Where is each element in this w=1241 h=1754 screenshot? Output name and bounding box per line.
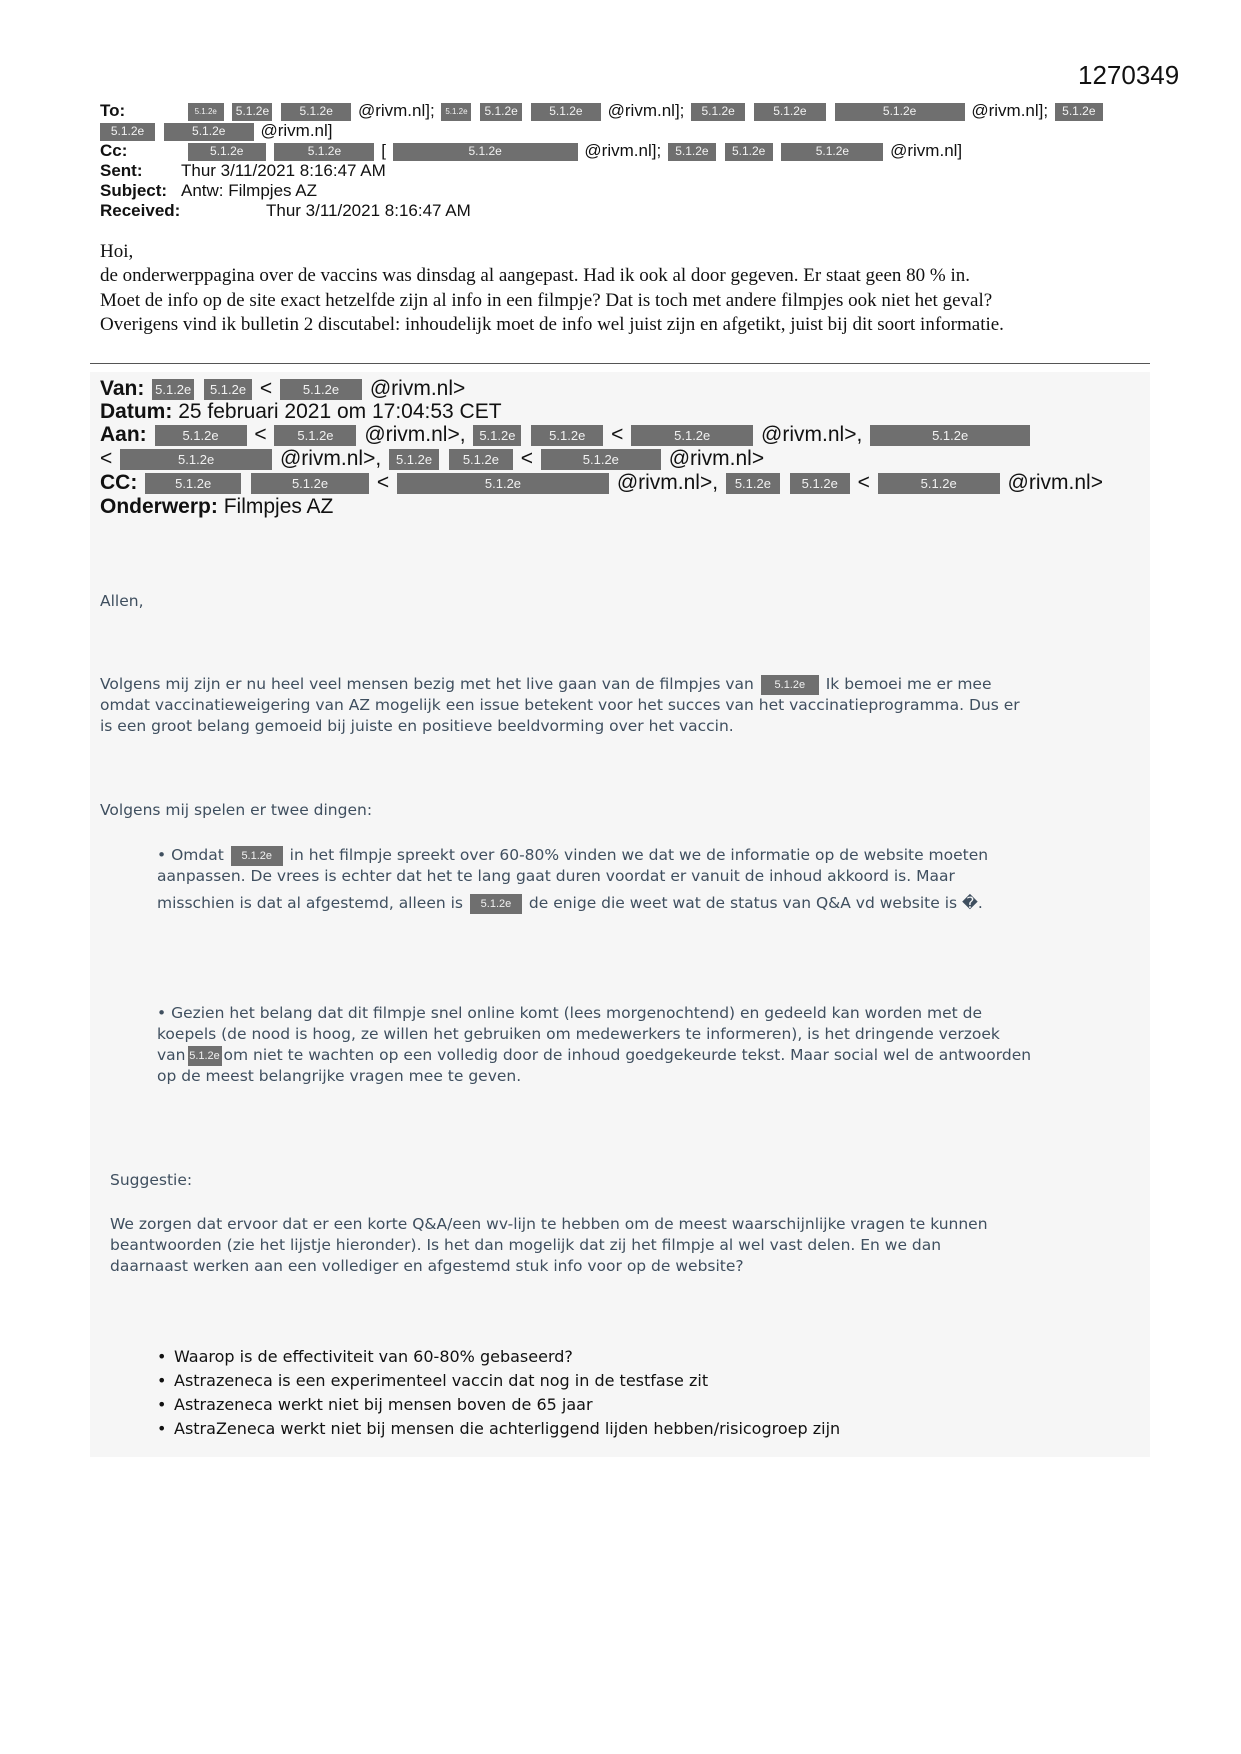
redaction-box: 5.1.2e: [274, 143, 374, 161]
bracket: [: [381, 141, 386, 160]
bullet-line: [157, 845, 988, 866]
redaction-box: 5.1.2e: [668, 143, 716, 161]
redaction-box: 5.1.2e: [281, 103, 351, 121]
paragraph-text: Ik bemoei me er mee: [820, 675, 992, 693]
aan-label: Aan:: [100, 423, 147, 446]
bullet-line: op de meest belangrijke vragen mee te geven.: [157, 1067, 522, 1085]
sent-line: [100, 161, 386, 181]
email-domain: @rivm.nl>,: [364, 423, 466, 446]
datum-value: 25 februari 2021 om 17:04:53 CET: [178, 400, 502, 423]
question-item: • Waarop is de effectiviteit van 60-80% gebaseerd?: [157, 1345, 573, 1369]
redaction-box: 5.1.2e: [531, 103, 601, 121]
bullet-text: in het filmpje spreekt over 60-80% vinden we dat we de informatie op de website moeten: [289, 846, 989, 864]
redaction-box: 5.1.2e: [397, 473, 609, 494]
onderwerp-label: Onderwerp:: [100, 495, 218, 518]
redaction-box: 5.1.2e: [188, 143, 266, 161]
redaction-box: 5.1.2e: [835, 103, 965, 121]
email-domain: @rivm.nl];: [971, 101, 1049, 120]
email-domain: @rivm.nl>: [1007, 471, 1103, 494]
redaction-box: 5.1.2e: [541, 449, 661, 470]
redaction-box: 5.1.2e: [781, 143, 883, 161]
onderwerp-value: Filmpjes AZ: [223, 495, 334, 518]
forwarded-message: [90, 372, 1150, 1457]
subject-line: [100, 181, 317, 201]
email-domain: @rivm.nl]: [260, 121, 333, 140]
email-domain: @rivm.nl];: [607, 101, 685, 120]
aan-line: [100, 423, 1032, 446]
suggestion-line: daarnaast werken aan een vollediger en afgestemd stuk info voor op de website?: [110, 1257, 744, 1275]
email-domain: @rivm.nl>: [369, 377, 466, 400]
redaction-box: 5.1.2e: [531, 425, 603, 446]
reply-line: Hoi,: [100, 241, 134, 262]
redaction-box: 5.1.2e: [100, 123, 155, 141]
redaction-box: 5.1.2e: [1055, 103, 1103, 121]
redaction-box: 5.1.2e: [232, 103, 272, 121]
suggestion-label: Suggestie:: [110, 1171, 193, 1189]
question-item: • AstraZeneca werkt niet bij mensen die achterliggend lijden hebben/risicogroep zijn: [157, 1417, 840, 1441]
received-line: [100, 201, 471, 221]
bullet-line: aanpassen. De vrees is echter dat het te lang gaat duren voordat er vanuit de inhoud akkoord is. Maar: [157, 867, 955, 885]
divider: [90, 363, 1150, 364]
lt: <: [376, 471, 390, 494]
redaction-box: 5.1.2e: [441, 103, 471, 121]
redaction-box: 5.1.2e: [631, 425, 753, 446]
received-value: Thur 3/11/2021 8:16:47 AM: [266, 201, 471, 220]
cc-forward-line: [100, 471, 1103, 494]
email-domain: @rivm.nl];: [584, 141, 662, 160]
subject-value: Antw: Filmpjes AZ: [181, 181, 318, 200]
redaction-box: 5.1.2e: [726, 473, 780, 494]
question-item: • Astrazeneca is een experimenteel vaccin dat nog in de testfase zit: [157, 1369, 708, 1393]
bullet-text: • Omdat: [157, 846, 224, 864]
to-label: To:: [100, 101, 126, 120]
email-domain: @rivm.nl>: [668, 447, 765, 470]
reply-line: Moet de info op de site exact hetzelfde zijn al info in een filmpje? Dat is toch met andere filmpjes ook niet het geval?: [100, 290, 993, 311]
bullet-text: van: [157, 1046, 186, 1064]
redaction-box: 5.1.2e: [389, 449, 439, 470]
lt: <: [259, 377, 273, 400]
email-domain: @rivm.nl>,: [761, 423, 863, 446]
cc-forward-label: CC:: [100, 471, 138, 494]
lt: <: [100, 447, 113, 470]
lt: <: [857, 471, 870, 494]
bullet-text: om niet te wachten op een volledig door de inhoud goedgekeurde tekst. Maar social wel de antwoorden: [223, 1046, 1032, 1064]
reply-line: de onderwerppagina over de vaccins was dinsdag al aangepast. Had ik ook al door gegeven. Er staat geen 80 % in.: [100, 265, 971, 286]
redaction-box: 5.1.2e: [480, 103, 522, 121]
lt: <: [520, 447, 533, 470]
cc-line: [100, 141, 962, 161]
bullet-line: koepels (de nood is hoog, ze willen het gebruiken om medewerkers te informeren), is het dringende verzoek: [157, 1025, 1000, 1043]
email-domain: @rivm.nl]: [890, 141, 963, 160]
email-domain: @rivm.nl>,: [616, 471, 719, 494]
datum-line: [100, 400, 502, 423]
paragraph-line: is een groot belang gemoeid bij juiste en positieve beeldvorming over het vaccin.: [100, 717, 734, 735]
greeting: Allen,: [100, 592, 144, 610]
redaction-box: 5.1.2e: [231, 846, 283, 866]
bullet-line: [157, 893, 983, 914]
redaction-box: 5.1.2e: [152, 379, 194, 400]
bullet-line: [157, 1045, 1031, 1066]
van-label: Van:: [100, 377, 145, 400]
paragraph-text: Volgens mij zijn er nu heel veel mensen bezig met het live gaan van de filmpjes van: [100, 675, 754, 693]
suggestion-line: We zorgen dat ervoor dat er een korte Q&A/een wv-lijn te hebben om de meest waarschijnlijke vragen te kunnen: [110, 1215, 988, 1233]
subject-label: Subject:: [100, 181, 168, 200]
paragraph-line: omdat vaccinatieweigering van AZ mogelijk een issue betekent voor het succes van het vaccinatieprogramma. Dus er: [100, 696, 1020, 714]
onderwerp-line: [100, 495, 333, 518]
redaction-box: 5.1.2e: [473, 425, 521, 446]
redaction-box: 5.1.2e: [204, 379, 252, 400]
redaction-box: 5.1.2e: [155, 425, 247, 446]
redaction-box: 5.1.2e: [188, 103, 224, 121]
redaction-box: 5.1.2e: [274, 425, 356, 446]
received-label: Received:: [100, 201, 181, 220]
redaction-box: 5.1.2e: [145, 473, 241, 494]
bullet-text: misschien is dat al afgestemd, alleen is: [157, 894, 464, 912]
to-line: [100, 101, 1105, 121]
bullet-line: • Gezien het belang dat dit filmpje snel online komt (lees morgenochtend) en gedeeld kan worden met de: [157, 1004, 983, 1022]
to-line-continued: [100, 121, 333, 141]
reply-line: Overigens vind ik bulletin 2 discutabel: inhoudelijk moet de info wel juist zijn en afgetikt, juist bij dit soort informatie.: [100, 314, 1004, 335]
bullet-text: de enige die weet wat de status van Q&A vd website is �.: [528, 894, 983, 912]
redaction-box: 5.1.2e: [691, 103, 745, 121]
email-domain: @rivm.nl];: [357, 101, 435, 120]
redaction-box: 5.1.2e: [878, 473, 1000, 494]
sent-label: Sent:: [100, 161, 143, 180]
cc-label: Cc:: [100, 141, 128, 160]
suggestion-line: beantwoorden (zie het lijstje hieronder). Is het dan mogelijk dat zij het filmpje al wel vast delen. En we dan: [110, 1236, 942, 1254]
redaction-box: 5.1.2e: [754, 103, 826, 121]
redaction-box: 5.1.2e: [280, 379, 362, 400]
datum-label: Datum:: [100, 400, 173, 423]
question-item: • Astrazeneca werkt niet bij mensen boven de 65 jaar: [157, 1393, 593, 1417]
redaction-box: 5.1.2e: [393, 143, 578, 161]
redaction-box: 5.1.2e: [251, 473, 369, 494]
redaction-box: 5.1.2e: [790, 473, 850, 494]
redaction-box: 5.1.2e: [449, 449, 513, 470]
paragraph-line: Volgens mij spelen er twee dingen:: [100, 801, 373, 819]
van-line: [100, 377, 465, 400]
redaction-box: 5.1.2e: [870, 425, 1030, 446]
redaction-box: 5.1.2e: [761, 675, 819, 695]
redaction-box: 5.1.2e: [470, 894, 522, 914]
redaction-box: 5.1.2e: [120, 449, 272, 470]
email-domain: @rivm.nl>,: [279, 447, 382, 470]
redaction-box: 5.1.2e: [725, 143, 773, 161]
lt: <: [254, 423, 267, 446]
paragraph-line: [100, 674, 992, 695]
aan-line-continued: [100, 447, 764, 470]
document-number: 1270349: [1078, 60, 1180, 90]
lt: <: [611, 423, 624, 446]
redaction-box: 5.1.2e: [164, 123, 254, 141]
sent-value: Thur 3/11/2021 8:16:47 AM: [181, 161, 386, 180]
redaction-box: 5.1.2e: [188, 1046, 222, 1066]
